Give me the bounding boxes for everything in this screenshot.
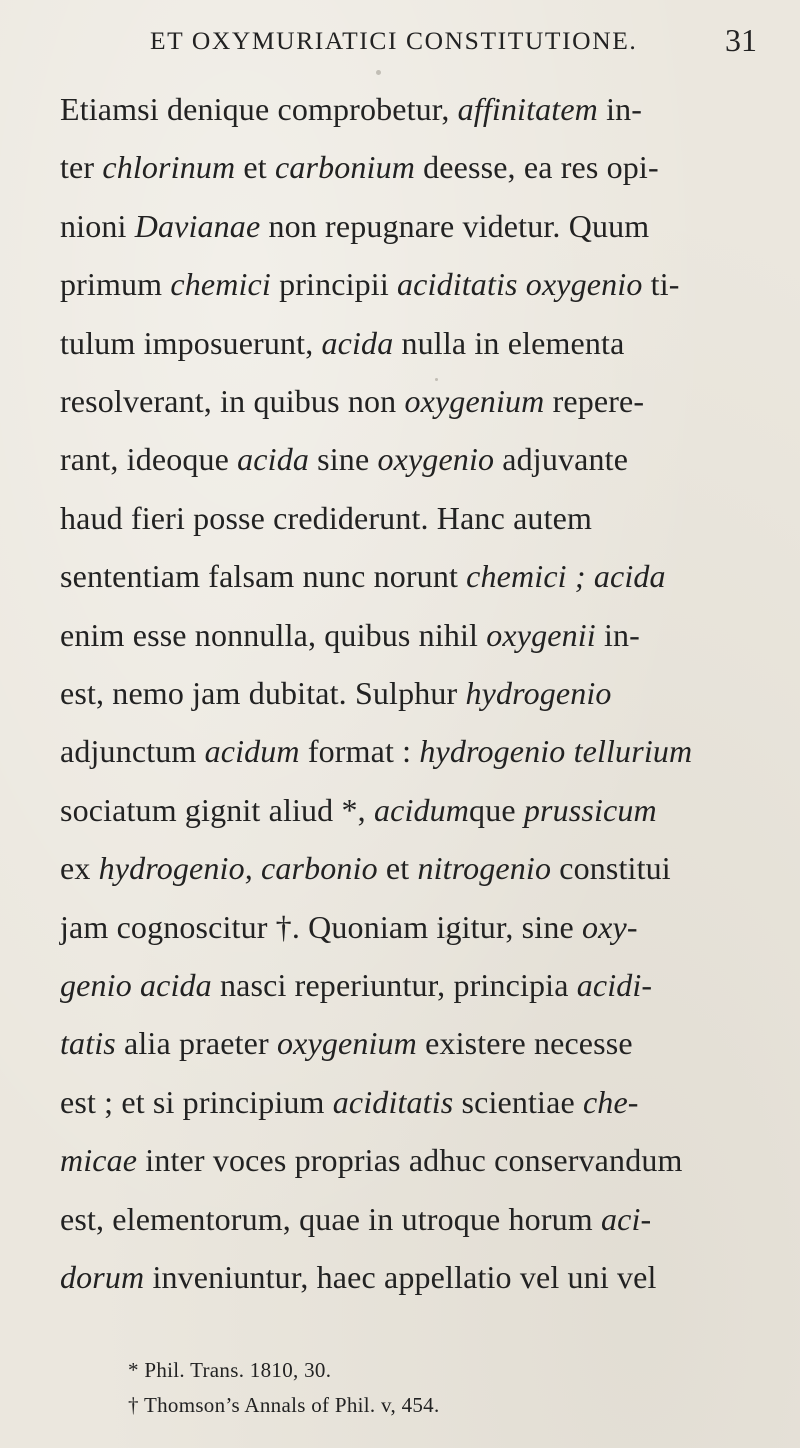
italic-segment: aciditatis oxygenio [397, 266, 643, 303]
text-segment: jam cognoscitur †. Quoniam igitur, sine [60, 908, 582, 945]
text-line [60, 1248, 657, 1306]
text-line [60, 956, 652, 1014]
italic-segment: chemici [170, 266, 271, 303]
paper-speck [445, 935, 448, 938]
italic-segment: Davianae [134, 207, 261, 244]
italic-segment: affinitatem [457, 91, 598, 127]
text-line [60, 1131, 683, 1189]
text-line [60, 898, 638, 956]
italic-segment: prussicum [523, 791, 657, 828]
text-line [60, 664, 612, 722]
text-line [60, 314, 624, 372]
text-line [60, 138, 659, 196]
italic-segment: oxy- [581, 908, 638, 945]
italic-segment: micae [60, 1142, 138, 1179]
text-segment: rant, ideoque [60, 441, 238, 478]
italic-segment: chlorinum [102, 149, 236, 186]
italic-segment: aciditatis [332, 1083, 454, 1120]
text-segment: repere- [544, 383, 645, 419]
text-segment: primum [60, 266, 171, 303]
running-head: ET OXYMURIATICI CONSTITUTIONE. [150, 26, 638, 55]
italic-segment: oxygenium [404, 383, 545, 419]
text-segment: scientiae [453, 1083, 583, 1120]
italic-segment: hydrogenio tellurium [419, 733, 693, 770]
italic-segment: oxygenii [486, 616, 596, 653]
italic-segment: acidi- [576, 967, 653, 1003]
page-number: 31 [725, 22, 757, 58]
footnote-2: † Thomson’s Annals of Phil. v, 454. [128, 1393, 440, 1417]
italic-segment: acidum [373, 791, 470, 828]
text-segment: principii [270, 266, 398, 303]
text-segment: adjuvante [494, 441, 629, 478]
text-line [60, 372, 644, 430]
text-line [60, 781, 657, 839]
text-segment: et [235, 149, 275, 186]
text-segment: format : [299, 733, 420, 770]
italic-segment: che- [582, 1083, 639, 1120]
text-segment: nulla in elementa [393, 324, 625, 361]
text-line [60, 722, 692, 780]
text-segment: inter voces proprias adhuc conservandum [137, 1142, 683, 1179]
text-segment: constitui [551, 850, 671, 887]
text-segment: ex [60, 850, 99, 887]
text-line [60, 606, 640, 664]
italic-segment: oxygenio [377, 441, 495, 478]
text-segment: ter [60, 149, 103, 186]
paper-speck [435, 378, 438, 381]
text-line [60, 1073, 639, 1131]
text-line [60, 197, 649, 255]
text-segment: nioni [60, 207, 135, 244]
italic-segment: genio acida [60, 967, 212, 1003]
text-segment: in- [595, 616, 640, 653]
text-line [60, 547, 666, 605]
text-line [60, 80, 642, 138]
italic-segment: carbonium [274, 149, 415, 186]
text-segment: nasci reperiuntur, principia [211, 967, 577, 1003]
text-segment: Etiamsi denique comprobetur, [60, 91, 458, 127]
text-segment: que [469, 791, 524, 828]
paper-speck [376, 70, 381, 75]
italic-segment: acida [321, 324, 394, 361]
text-segment: sententiam falsam nunc norunt [60, 558, 467, 595]
italic-segment: tatis [60, 1025, 116, 1062]
text-segment: enim esse nonnulla, quibus nihil [60, 616, 487, 653]
italic-segment: acidum [204, 733, 300, 770]
italic-segment: aci- [600, 1200, 652, 1237]
text-segment: existere necesse [416, 1025, 633, 1062]
footnote-1: * Phil. Trans. 1810, 30. [128, 1358, 332, 1382]
text-segment: in- [597, 91, 643, 127]
text-line [60, 1014, 633, 1072]
text-segment: est, nemo jam dubitat. Sulphur [60, 675, 466, 711]
text-segment: ti- [642, 266, 680, 303]
text-line [60, 839, 671, 897]
text-line [60, 255, 680, 313]
text-segment: est ; et si principium [60, 1083, 333, 1120]
text-segment: deesse, ea res opi- [414, 149, 659, 186]
text-segment: tulum imposuerunt, [60, 324, 322, 361]
text-segment: et [377, 850, 418, 887]
text-line [60, 430, 628, 488]
text-line [60, 1190, 651, 1248]
italic-segment: acida [237, 441, 309, 478]
text-segment: adjunctum [60, 733, 205, 770]
text-segment: sine [309, 441, 378, 478]
text-segment: haud fieri posse crediderunt. Hanc autem [60, 499, 593, 536]
italic-segment: hydrogenio, carbonio [98, 850, 378, 887]
text-segment: resolverant, in quibus non [60, 383, 405, 419]
text-segment: est, elementorum, quae in utroque horum [60, 1200, 601, 1237]
italic-segment: oxygenium [276, 1025, 417, 1062]
text-segment: inveniuntur, haec appellatio vel uni vel [144, 1259, 657, 1295]
text-segment: non repugnare videtur. Quum [260, 207, 650, 244]
italic-segment: hydrogenio [465, 675, 612, 711]
italic-segment: chemici ; acida [466, 558, 666, 595]
italic-segment: nitrogenio [417, 850, 552, 887]
text-segment: sociatum gignit aliud *, [60, 791, 374, 828]
text-segment: alia praeter [115, 1025, 277, 1062]
italic-segment: dorum [60, 1259, 145, 1295]
text-line [60, 489, 592, 547]
